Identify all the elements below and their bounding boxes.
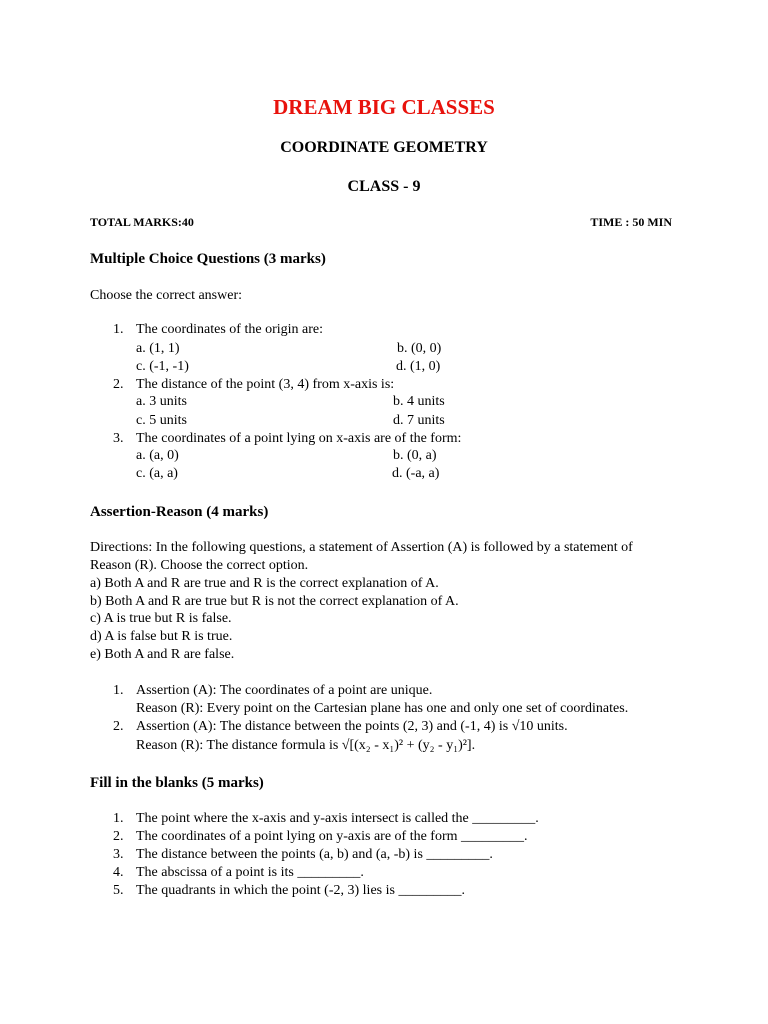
ar-option-e: e) Both A and R are false.: [90, 647, 235, 662]
option-c: c. 5 units: [136, 413, 187, 428]
question-number: 3.: [113, 847, 124, 862]
question-text: The coordinates of a point lying on y-axis are of the form _________.: [136, 829, 528, 844]
ar-option-b: b) Both A and R are true but R is not the correct explanation of A.: [90, 594, 459, 609]
question-text: The abscissa of a point is its _________.: [136, 865, 364, 880]
assertion-text: Assertion (A): The coordinates of a point are unique.: [136, 683, 433, 698]
option-b: b. (0, 0): [397, 341, 442, 356]
option-d: d. (1, 0): [396, 359, 441, 374]
question-number: 2.: [113, 719, 124, 734]
question-text: The coordinates of the origin are:: [136, 322, 323, 337]
question-number: 5.: [113, 883, 124, 898]
question-text: The distance between the points (a, b) and (a, -b) is _________.: [136, 847, 493, 862]
option-d: d. 7 units: [393, 413, 445, 428]
option-c: c. (-1, -1): [136, 359, 189, 374]
reason-text: Reason (R): Every point on the Cartesian plane has one and only one set of coordinates.: [136, 701, 629, 716]
assertion-text: Assertion (A): The distance between the points (2, 3) and (-1, 4) is √10 units.: [136, 719, 568, 734]
ar-directions-line-2: Reason (R). Choose the correct option.: [90, 558, 309, 573]
reason-text: Reason (R): The distance formula is √[(x₂ - x₁)² + (y₂ - y₁)²].: [136, 738, 476, 753]
ar-directions-line-1: Directions: In the following questions, a statement of Assertion (A) is followed by a statement of: [90, 540, 633, 555]
fib-section-title: Fill in the blanks (5 marks): [90, 775, 264, 791]
mcq-section-title: Multiple Choice Questions (3 marks): [90, 251, 326, 267]
question-number: 2.: [113, 377, 124, 392]
question-text: The quadrants in which the point (-2, 3) lies is _________.: [136, 883, 465, 898]
ar-option-c: c) A is true but R is false.: [90, 611, 232, 626]
mcq-instruction: Choose the correct answer:: [90, 288, 242, 303]
question-number: 1.: [113, 811, 124, 826]
option-b: b. 4 units: [393, 394, 445, 409]
question-number: 3.: [113, 431, 124, 446]
question-text: The distance of the point (3, 4) from x-axis is:: [136, 377, 395, 392]
question-number: 1.: [113, 322, 124, 337]
option-a: a. (1, 1): [136, 341, 180, 356]
total-marks: TOTAL MARKS:40: [90, 215, 194, 229]
question-text: The point where the x-axis and y-axis intersect is called the _________.: [136, 811, 539, 826]
class-label: CLASS - 9: [347, 178, 421, 195]
subject-title: COORDINATE GEOMETRY: [280, 139, 488, 156]
question-text: The coordinates of a point lying on x-axis are of the form:: [136, 431, 462, 446]
brand-title: DREAM BIG CLASSES: [273, 95, 495, 119]
question-number: 1.: [113, 683, 124, 698]
ar-option-a: a) Both A and R are true and R is the correct explanation of A.: [90, 576, 439, 591]
ar-option-d: d) A is false but R is true.: [90, 629, 233, 644]
ar-section-title: Assertion-Reason (4 marks): [90, 504, 269, 520]
question-number: 4.: [113, 865, 124, 880]
option-a: a. (a, 0): [136, 448, 179, 463]
time-limit: TIME : 50 MIN: [590, 215, 672, 229]
option-b: b. (0, a): [393, 448, 437, 463]
question-number: 2.: [113, 829, 124, 844]
option-a: a. 3 units: [136, 394, 187, 409]
option-c: c. (a, a): [136, 466, 178, 481]
option-d: d. (-a, a): [392, 466, 440, 481]
